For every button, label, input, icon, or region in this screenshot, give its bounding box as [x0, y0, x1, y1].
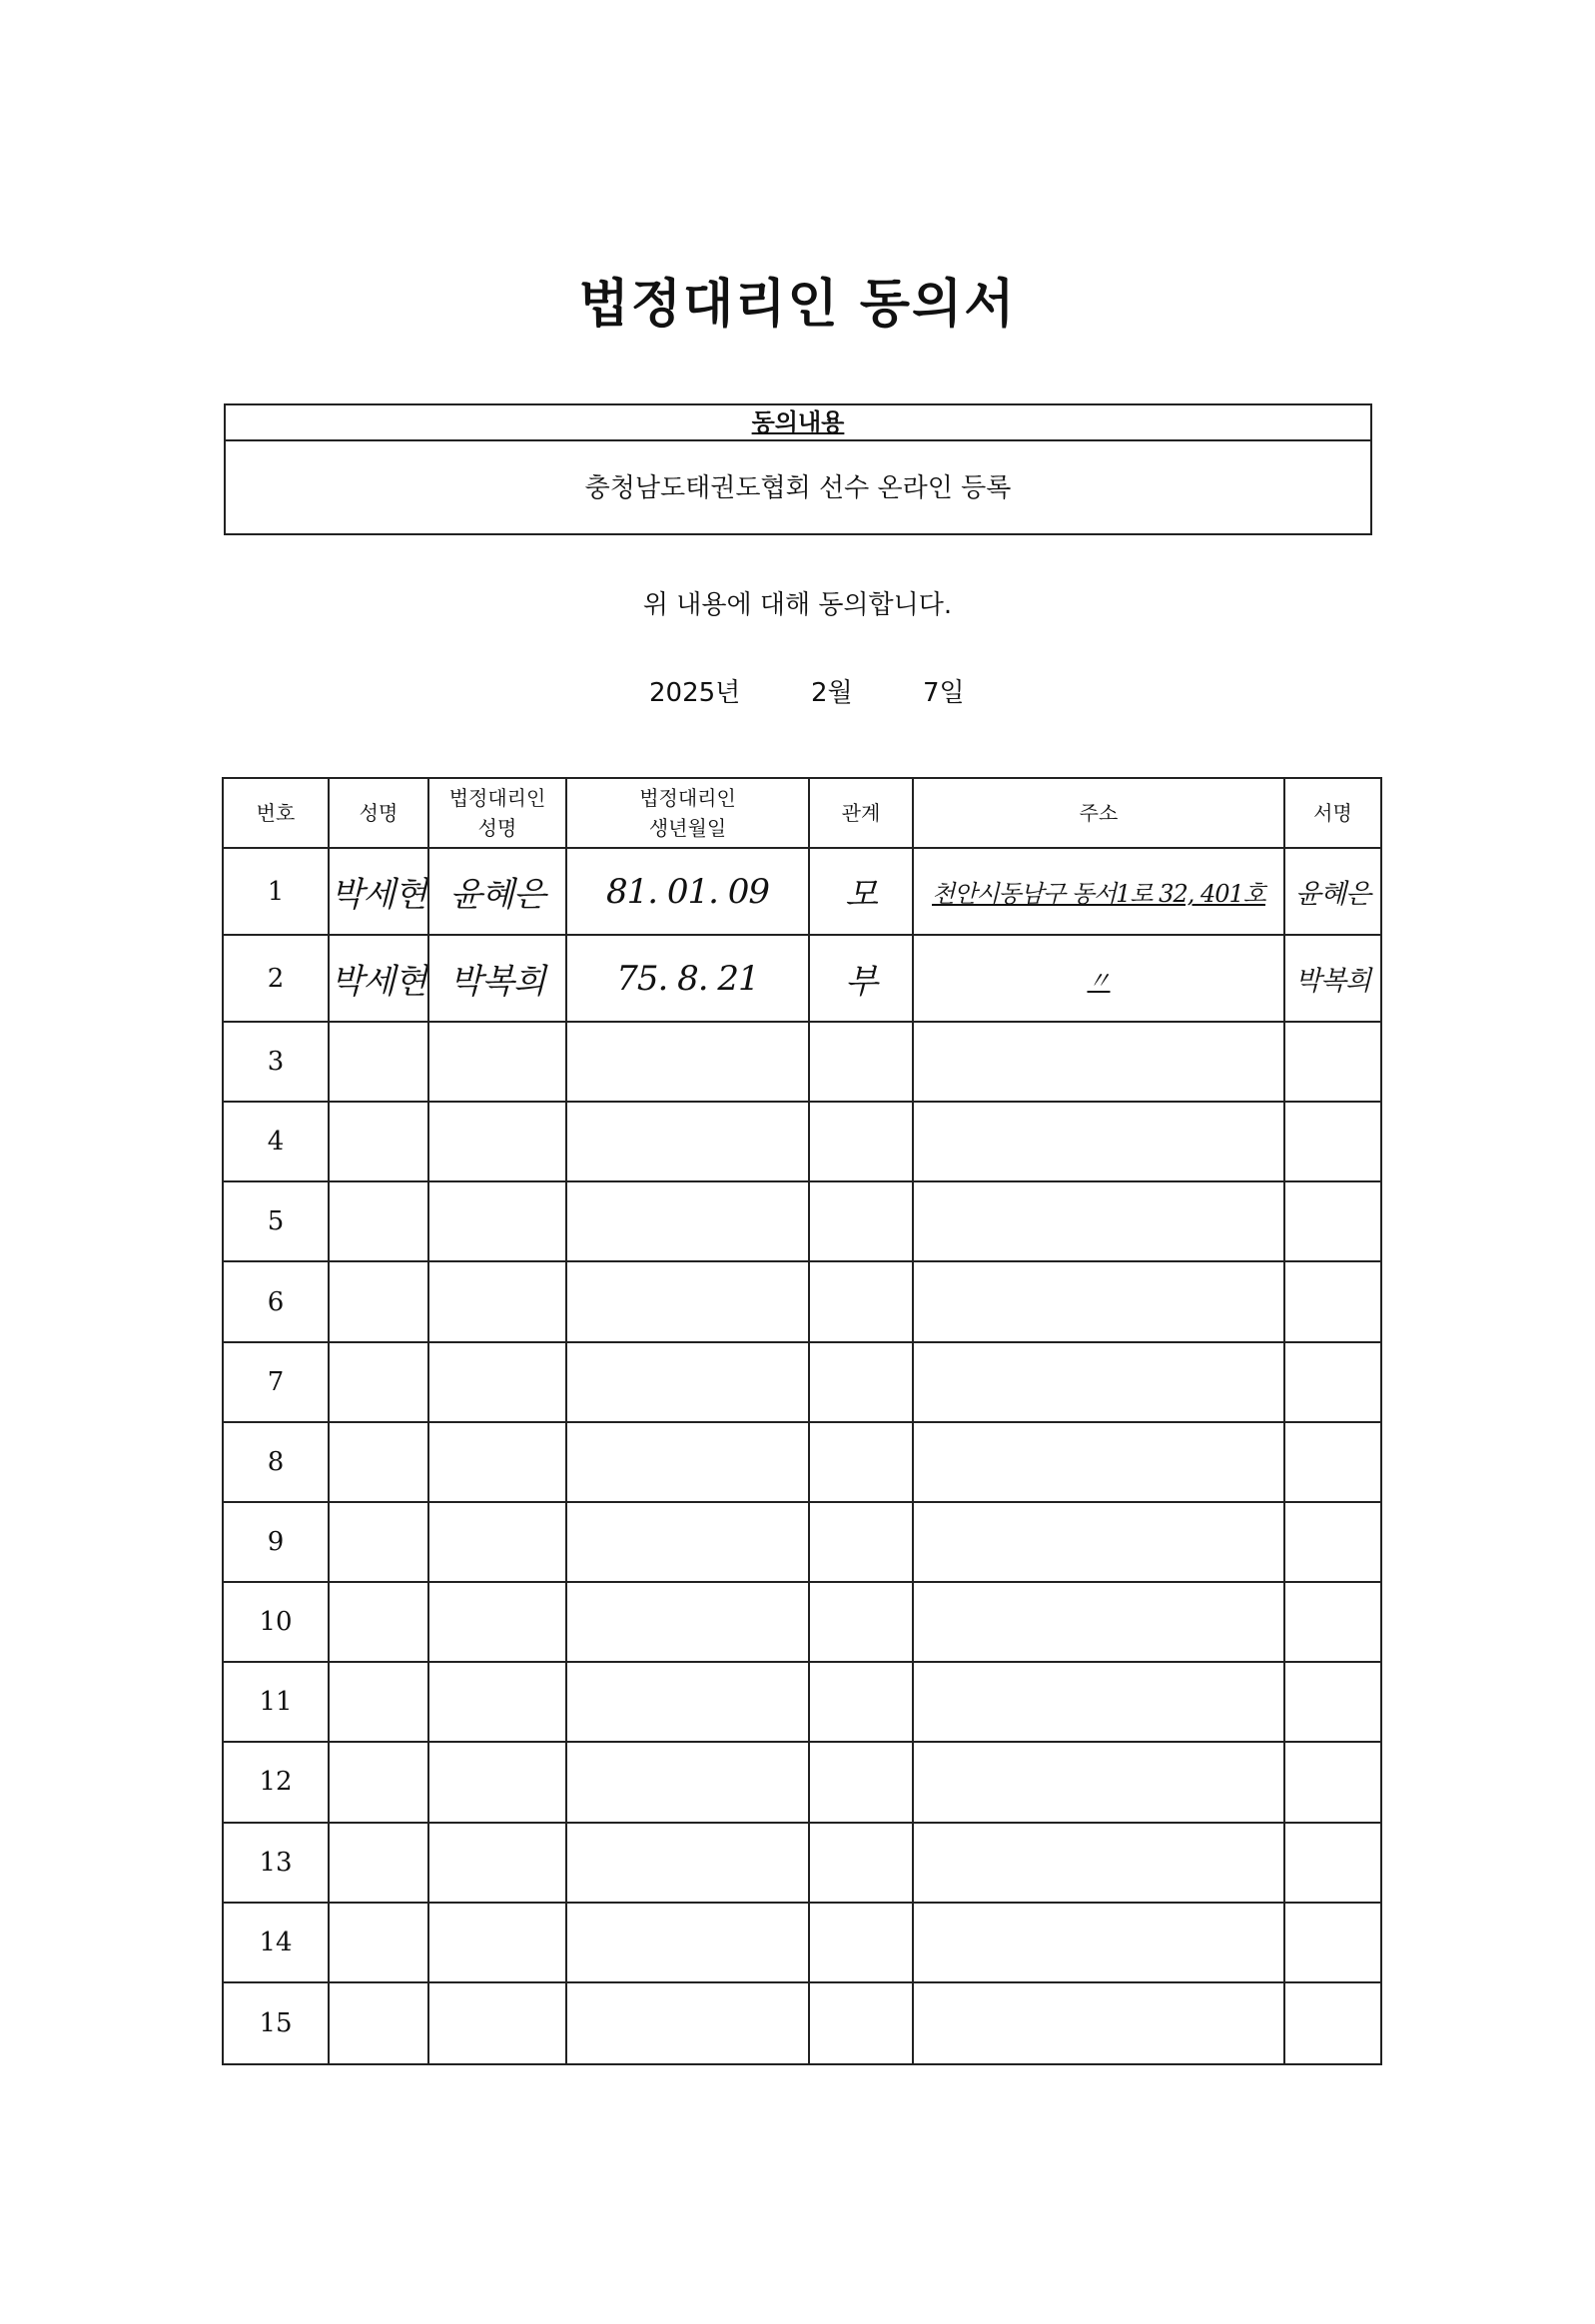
cell-guardian-birthdate — [567, 936, 810, 1023]
cell-address — [914, 1182, 1285, 1262]
cell-guardian-name — [429, 936, 567, 1023]
cell-relation — [810, 1743, 914, 1823]
consent-header — [226, 405, 1370, 441]
cell-address — [914, 1503, 1285, 1583]
cell-address — [914, 1743, 1285, 1823]
row-number-value: 6 — [267, 1286, 285, 1317]
cell-signature — [1285, 1983, 1380, 2063]
cell-row-number — [224, 1023, 330, 1103]
cell-signature — [1285, 1503, 1380, 1583]
relation-value: 부 — [845, 962, 877, 1002]
cell-relation — [810, 1983, 914, 2063]
cell-address — [914, 1343, 1285, 1423]
cell-relation — [810, 936, 914, 1023]
address-value: 천안시동남구 동서1로 32, 401호 — [932, 880, 1265, 908]
header-no — [224, 779, 330, 849]
cell-signature — [1285, 1023, 1380, 1103]
consent-header-label: 동의내용 — [751, 408, 845, 436]
row-number-value: 15 — [259, 2007, 293, 2038]
cell-signature — [1285, 1583, 1380, 1663]
cell-signature — [1285, 1904, 1380, 1983]
cell-relation — [810, 849, 914, 936]
cell-row-number — [224, 1343, 330, 1423]
cell-relation — [810, 1663, 914, 1743]
cell-guardian-name — [429, 1182, 567, 1262]
cell-address — [914, 1423, 1285, 1503]
signature-value: 윤혜은 — [1294, 879, 1371, 910]
cell-relation — [810, 1343, 914, 1423]
cell-row-number — [224, 1182, 330, 1262]
header-rep-name-line2: 성명 — [477, 816, 517, 840]
guardian-birthdate-value: 75. 8. 21 — [616, 958, 759, 999]
cell-relation — [810, 1262, 914, 1342]
cell-row-number — [224, 1103, 330, 1182]
cell-relation — [810, 1423, 914, 1503]
cell-address — [914, 1983, 1285, 2063]
cell-guardian-name — [429, 1663, 567, 1743]
cell-address — [914, 1262, 1285, 1342]
row-number-value: 2 — [267, 963, 285, 994]
cell-student-name — [330, 1262, 429, 1342]
cell-student-name — [330, 1343, 429, 1423]
cell-row-number — [224, 1423, 330, 1503]
header-rep-birth-line2: 생년월일 — [648, 816, 727, 840]
header-rep-birth-line1: 법정대리인 — [639, 786, 736, 810]
cell-student-name — [330, 1182, 429, 1262]
header-rep-birth — [567, 779, 810, 849]
row-number-value: 7 — [267, 1366, 285, 1397]
cell-address — [914, 849, 1285, 936]
row-number-value: 13 — [259, 1847, 293, 1878]
cell-signature — [1285, 1824, 1380, 1904]
header-signature — [1285, 779, 1380, 849]
cell-student-name — [330, 1663, 429, 1743]
cell-guardian-name — [429, 1343, 567, 1423]
cell-signature — [1285, 1423, 1380, 1503]
cell-address — [914, 1583, 1285, 1663]
address-value: 〃 — [1087, 967, 1111, 995]
cell-student-name — [330, 1904, 429, 1983]
guardian-roster-table — [222, 777, 1382, 2065]
cell-relation — [810, 1103, 914, 1182]
cell-row-number — [224, 1743, 330, 1823]
cell-guardian-birthdate — [567, 1423, 810, 1503]
cell-guardian-birthdate — [567, 1904, 810, 1983]
header-name — [330, 779, 429, 849]
cell-signature — [1285, 1743, 1380, 1823]
cell-guardian-birthdate — [567, 1824, 810, 1904]
cell-student-name — [330, 1103, 429, 1182]
header-rep-name-line1: 법정대리인 — [448, 786, 546, 810]
consent-content: 충청남도태권도협회 선수 온라인 등록 — [584, 473, 1012, 503]
cell-address — [914, 1663, 1285, 1743]
guardian-name-value: 윤혜은 — [449, 875, 545, 915]
cell-row-number — [224, 1503, 330, 1583]
cell-address — [914, 1904, 1285, 1983]
cell-address — [914, 1824, 1285, 1904]
cell-student-name — [330, 1824, 429, 1904]
cell-guardian-birthdate — [567, 1583, 810, 1663]
header-relation — [810, 779, 914, 849]
cell-signature — [1285, 1262, 1380, 1342]
cell-guardian-birthdate — [567, 1343, 810, 1423]
cell-guardian-birthdate — [567, 1262, 810, 1342]
agree-statement: 위 내용에 대해 동의합니다. — [642, 590, 953, 620]
cell-guardian-name — [429, 1103, 567, 1182]
cell-relation — [810, 1583, 914, 1663]
cell-guardian-name — [429, 1743, 567, 1823]
signature-value: 박복희 — [1294, 966, 1371, 997]
row-number-value: 10 — [259, 1607, 293, 1638]
cell-guardian-name — [429, 1423, 567, 1503]
cell-guardian-birthdate — [567, 1182, 810, 1262]
date-month: 2월 — [811, 678, 853, 708]
cell-signature — [1285, 1343, 1380, 1423]
cell-row-number — [224, 936, 330, 1023]
cell-guardian-name — [429, 1503, 567, 1583]
cell-guardian-name — [429, 849, 567, 936]
cell-student-name — [330, 1983, 429, 2063]
header-address-label: 주소 — [1079, 801, 1119, 825]
cell-signature — [1285, 849, 1380, 936]
document-title: 법정대리인 동의서 — [578, 275, 1017, 335]
cell-guardian-birthdate — [567, 849, 810, 936]
cell-student-name — [330, 1423, 429, 1503]
student-name-value: 박세현 — [331, 962, 426, 1002]
guardian-name-value: 박복희 — [449, 962, 545, 1002]
row-number-value: 3 — [267, 1047, 285, 1078]
date-day: 7일 — [923, 678, 965, 708]
row-number-value: 12 — [259, 1767, 293, 1798]
cell-guardian-name — [429, 1983, 567, 2063]
cell-row-number — [224, 849, 330, 936]
row-number-value: 5 — [267, 1206, 285, 1237]
cell-guardian-name — [429, 1904, 567, 1983]
cell-guardian-name — [429, 1023, 567, 1103]
row-number-value: 9 — [267, 1526, 285, 1557]
cell-relation — [810, 1503, 914, 1583]
cell-signature — [1285, 1663, 1380, 1743]
cell-guardian-name — [429, 1262, 567, 1342]
cell-student-name — [330, 849, 429, 936]
cell-relation — [810, 1904, 914, 1983]
cell-guardian-birthdate — [567, 1503, 810, 1583]
cell-guardian-birthdate — [567, 1023, 810, 1103]
cell-relation — [810, 1824, 914, 1904]
cell-row-number — [224, 1663, 330, 1743]
cell-signature — [1285, 1103, 1380, 1182]
cell-row-number — [224, 1983, 330, 2063]
cell-student-name — [330, 1023, 429, 1103]
header-signature-label: 서명 — [1313, 801, 1352, 825]
cell-guardian-birthdate — [567, 1103, 810, 1182]
row-number-value: 4 — [267, 1127, 285, 1158]
cell-signature — [1285, 1182, 1380, 1262]
row-number-value: 14 — [259, 1927, 293, 1957]
cell-address — [914, 1103, 1285, 1182]
row-number-value: 8 — [267, 1446, 285, 1477]
cell-student-name — [330, 1743, 429, 1823]
relation-value: 모 — [845, 875, 877, 915]
cell-row-number — [224, 1824, 330, 1904]
date-year: 2025년 — [649, 678, 741, 708]
header-address — [914, 779, 1285, 849]
cell-address — [914, 1023, 1285, 1103]
cell-relation — [810, 1023, 914, 1103]
cell-address — [914, 936, 1285, 1023]
cell-guardian-birthdate — [567, 1663, 810, 1743]
cell-guardian-name — [429, 1824, 567, 1904]
cell-row-number — [224, 1904, 330, 1983]
header-name-label: 성명 — [359, 801, 399, 825]
consent-box — [224, 403, 1372, 535]
cell-student-name — [330, 1583, 429, 1663]
cell-student-name — [330, 936, 429, 1023]
student-name-value: 박세현 — [331, 875, 426, 915]
cell-row-number — [224, 1583, 330, 1663]
cell-row-number — [224, 1262, 330, 1342]
header-relation-label: 관계 — [841, 801, 881, 825]
header-rep-name — [429, 779, 567, 849]
cell-guardian-birthdate — [567, 1983, 810, 2063]
cell-guardian-name — [429, 1583, 567, 1663]
header-no-label: 번호 — [256, 801, 296, 825]
row-number-value: 11 — [259, 1687, 293, 1718]
cell-student-name — [330, 1503, 429, 1583]
row-number-value: 1 — [267, 876, 285, 907]
guardian-birthdate-value: 81. 01. 09 — [605, 871, 770, 912]
cell-relation — [810, 1182, 914, 1262]
cell-signature — [1285, 936, 1380, 1023]
cell-guardian-birthdate — [567, 1743, 810, 1823]
